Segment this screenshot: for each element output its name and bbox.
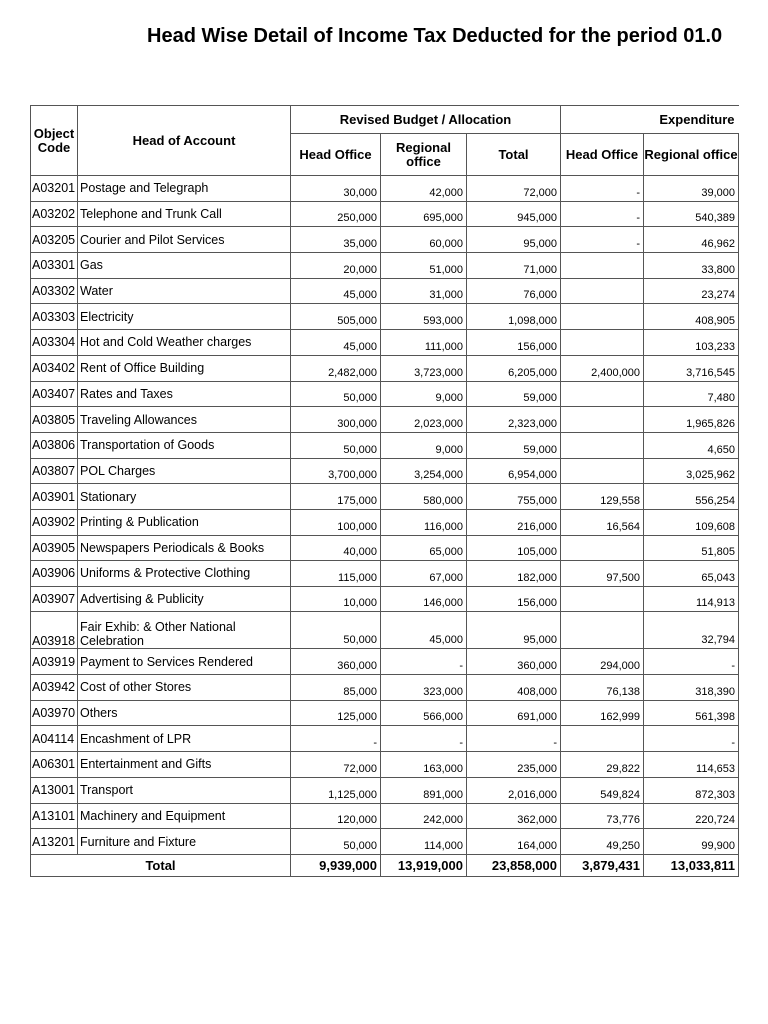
- table-row: [31, 407, 739, 433]
- expenditure-regional-office-cell: 32,794: [644, 612, 739, 649]
- expenditure-regional-office-cell: 561,398: [644, 700, 739, 726]
- budget-total-cell: 2,016,000: [467, 777, 561, 803]
- budget-total-cell: 216,000: [467, 509, 561, 535]
- object-code-cell: A03805: [31, 407, 78, 433]
- budget-regional-office-cell: 9,000: [381, 381, 467, 407]
- budget-head-office-cell: 85,000: [291, 675, 381, 701]
- budget-head-office-cell: 20,000: [291, 253, 381, 279]
- expenditure-header-label: Expenditure: [659, 111, 735, 127]
- budget-total-cell: 360,000: [467, 649, 561, 675]
- head-of-account-cell: Postage and Telegraph: [78, 176, 291, 202]
- budget-head-office-cell: 100,000: [291, 509, 381, 535]
- budget-total-cell: 72,000: [467, 176, 561, 202]
- expenditure-head-office-cell: -: [561, 201, 644, 227]
- budget-regional-office-cell: 42,000: [381, 176, 467, 202]
- budget-head-office-cell: -: [291, 726, 381, 752]
- table-row: [31, 381, 739, 407]
- head-of-account-cell: Machinery and Equipment: [78, 803, 291, 829]
- expenditure-regional-office-cell: 7,480: [644, 381, 739, 407]
- expenditure-head-office-cell: [561, 432, 644, 458]
- budget-head-office-cell: 3,700,000: [291, 458, 381, 484]
- totals-label: Total: [31, 854, 291, 876]
- budget-total-cell: 755,000: [467, 484, 561, 510]
- budget-regional-office-cell: 323,000: [381, 675, 467, 701]
- budget-head-office-cell: 505,000: [291, 304, 381, 330]
- revised-budget-header: Revised Budget / Allocation: [291, 106, 561, 134]
- budget-regional-office-cell: 163,000: [381, 752, 467, 778]
- budget-regional-office-cell: 51,000: [381, 253, 467, 279]
- expenditure-regional-office-cell: 4,650: [644, 432, 739, 458]
- budget-regional-office-cell: 566,000: [381, 700, 467, 726]
- expenditure-head-office-cell: 162,999: [561, 700, 644, 726]
- expenditure-head-office-cell: [561, 458, 644, 484]
- budget-head-office-cell: 40,000: [291, 535, 381, 561]
- total-regional-office: 13,919,000: [381, 854, 467, 876]
- table-part-1: [30, 175, 739, 561]
- budget-regional-office-header: Regional office: [381, 134, 467, 176]
- budget-regional-office-cell: 65,000: [381, 535, 467, 561]
- expenditure-head-office-cell: 73,776: [561, 803, 644, 829]
- head-of-account-cell: Fair Exhib: & Other National Celebration: [78, 612, 291, 649]
- budget-regional-office-cell: 695,000: [381, 201, 467, 227]
- expenditure-regional-office-cell: 51,805: [644, 535, 739, 561]
- object-code-cell: A03201: [31, 176, 78, 202]
- page-title: Head Wise Detail of Income Tax Deducted for the period 01.0: [147, 25, 723, 47]
- expenditure-regional-office-cell: -: [644, 649, 739, 675]
- object-code-cell: A03901: [31, 484, 78, 510]
- budget-regional-office-cell: 45,000: [381, 612, 467, 649]
- budget-regional-office-cell: 891,000: [381, 777, 467, 803]
- object-code-cell: A13201: [31, 829, 78, 855]
- budget-total-cell: 59,000: [467, 381, 561, 407]
- head-of-account-cell: Stationary: [78, 484, 291, 510]
- budget-total-cell: 182,000: [467, 561, 561, 587]
- total-expenditure-regional-office: 13,033,811: [644, 854, 739, 876]
- head-of-account-cell: Electricity: [78, 304, 291, 330]
- object-code-cell: A03806: [31, 432, 78, 458]
- object-code-cell: A03906: [31, 561, 78, 587]
- object-code-cell: A06301: [31, 752, 78, 778]
- expenditure-regional-office-cell: 408,905: [644, 304, 739, 330]
- head-of-account-cell: Cost of other Stores: [78, 675, 291, 701]
- expenditure-head-office-cell: 49,250: [561, 829, 644, 855]
- table-row: [31, 509, 739, 535]
- expenditure-head-office-cell: 29,822: [561, 752, 644, 778]
- object-code-cell: A13101: [31, 803, 78, 829]
- expenditure-head-office-header: Head Office: [561, 134, 644, 176]
- budget-total-cell: -: [467, 726, 561, 752]
- table-row: [31, 675, 739, 701]
- budget-head-office-cell: 50,000: [291, 612, 381, 649]
- budget-head-office-cell: 360,000: [291, 649, 381, 675]
- table-row: [31, 829, 739, 855]
- table-row: [31, 304, 739, 330]
- expenditure-regional-office-cell: 109,608: [644, 509, 739, 535]
- table-row: [31, 803, 739, 829]
- budget-head-office-cell: 175,000: [291, 484, 381, 510]
- budget-total-cell: 164,000: [467, 829, 561, 855]
- expenditure-regional-office-cell: 872,303: [644, 777, 739, 803]
- table-row: [31, 253, 739, 279]
- table-row: [31, 649, 739, 675]
- total-total: 23,858,000: [467, 854, 561, 876]
- total-expenditure-head-office: 3,879,431: [561, 854, 644, 876]
- expenditure-regional-office-cell: 103,233: [644, 330, 739, 356]
- object-code-cell: A03301: [31, 253, 78, 279]
- expenditure-regional-office-cell: 220,724: [644, 803, 739, 829]
- table-row: [31, 700, 739, 726]
- budget-head-office-cell: 45,000: [291, 278, 381, 304]
- table-part-2: [30, 560, 739, 877]
- budget-head-office-cell: 72,000: [291, 752, 381, 778]
- expenditure-head-office-cell: [561, 612, 644, 649]
- expenditure-head-office-cell: [561, 586, 644, 612]
- budget-head-office-cell: 2,482,000: [291, 355, 381, 381]
- table-row: [31, 561, 739, 587]
- object-code-cell: A03970: [31, 700, 78, 726]
- table-row: [31, 432, 739, 458]
- object-code-cell: A03919: [31, 649, 78, 675]
- object-code-cell: A03918: [31, 612, 78, 649]
- budget-regional-office-cell: 3,254,000: [381, 458, 467, 484]
- expenditure-head-office-cell: 294,000: [561, 649, 644, 675]
- head-of-account-cell: Rates and Taxes: [78, 381, 291, 407]
- expenditure-head-office-cell: 97,500: [561, 561, 644, 587]
- budget-head-office-cell: 50,000: [291, 829, 381, 855]
- budget-head-office-cell: 1,125,000: [291, 777, 381, 803]
- expenditure-regional-office-cell: 99,900: [644, 829, 739, 855]
- expenditure-head-office-cell: [561, 726, 644, 752]
- table-row: [31, 484, 739, 510]
- expenditure-head-office-cell: 2,400,000: [561, 355, 644, 381]
- expenditure-head-office-cell: [561, 278, 644, 304]
- head-of-account-cell: POL Charges: [78, 458, 291, 484]
- object-code-cell: A03807: [31, 458, 78, 484]
- object-code-cell: A03907: [31, 586, 78, 612]
- expenditure-regional-office-cell: 556,254: [644, 484, 739, 510]
- budget-regional-office-cell: 67,000: [381, 561, 467, 587]
- budget-head-office-cell: 50,000: [291, 432, 381, 458]
- expenditure-head-office-cell: 549,824: [561, 777, 644, 803]
- table-header: [30, 105, 739, 176]
- budget-regional-office-cell: 60,000: [381, 227, 467, 253]
- budget-total-cell: 2,323,000: [467, 407, 561, 433]
- budget-head-office-cell: 35,000: [291, 227, 381, 253]
- expenditure-head-office-cell: [561, 330, 644, 356]
- object-code-cell: A03303: [31, 304, 78, 330]
- head-of-account-cell: Courier and Pilot Services: [78, 227, 291, 253]
- table-row: [31, 777, 739, 803]
- expenditure-regional-office-cell: 33,800: [644, 253, 739, 279]
- budget-regional-office-cell: -: [381, 649, 467, 675]
- expenditure-head-office-cell: [561, 304, 644, 330]
- expenditure-regional-office-cell: 3,716,545: [644, 355, 739, 381]
- object-code-cell: A13001: [31, 777, 78, 803]
- expenditure-regional-office-cell: 1,965,826: [644, 407, 739, 433]
- budget-total-cell: 59,000: [467, 432, 561, 458]
- head-of-account-cell: Furniture and Fixture: [78, 829, 291, 855]
- budget-head-office-cell: 300,000: [291, 407, 381, 433]
- budget-regional-office-cell: 2,023,000: [381, 407, 467, 433]
- budget-total-cell: 6,205,000: [467, 355, 561, 381]
- head-of-account-cell: Telephone and Trunk Call: [78, 201, 291, 227]
- head-of-account-cell: Uniforms & Protective Clothing: [78, 561, 291, 587]
- expenditure-regional-office-cell: 318,390: [644, 675, 739, 701]
- expenditure-regional-office-cell: 114,913: [644, 586, 739, 612]
- object-code-cell: A03302: [31, 278, 78, 304]
- head-of-account-cell: Water: [78, 278, 291, 304]
- table-row: [31, 278, 739, 304]
- expenditure-head-office-cell: -: [561, 227, 644, 253]
- budget-head-office-cell: 125,000: [291, 700, 381, 726]
- budget-total-header: Total: [467, 134, 561, 176]
- expenditure-head-office-cell: 129,558: [561, 484, 644, 510]
- expenditure-regional-office-cell: -: [644, 726, 739, 752]
- expenditure-head-office-cell: 76,138: [561, 675, 644, 701]
- budget-head-office-cell: 50,000: [291, 381, 381, 407]
- table-row: [31, 612, 739, 649]
- table-row: [31, 201, 739, 227]
- head-of-account-cell: Printing & Publication: [78, 509, 291, 535]
- expenditure-head-office-cell: [561, 381, 644, 407]
- head-of-account-cell: Others: [78, 700, 291, 726]
- expenditure-header: [561, 106, 739, 134]
- head-of-account-cell: Hot and Cold Weather charges: [78, 330, 291, 356]
- expenditure-regional-office-cell: 3,025,962: [644, 458, 739, 484]
- budget-total-cell: 105,000: [467, 535, 561, 561]
- head-of-account-cell: Newspapers Periodicals & Books: [78, 535, 291, 561]
- budget-total-cell: 235,000: [467, 752, 561, 778]
- budget-regional-office-cell: 593,000: [381, 304, 467, 330]
- expenditure-head-office-cell: 16,564: [561, 509, 644, 535]
- budget-regional-office-cell: 242,000: [381, 803, 467, 829]
- table-row: [31, 586, 739, 612]
- head-of-account-cell: Entertainment and Gifts: [78, 752, 291, 778]
- budget-total-cell: 362,000: [467, 803, 561, 829]
- budget-total-cell: 6,954,000: [467, 458, 561, 484]
- budget-regional-office-cell: 111,000: [381, 330, 467, 356]
- expenditure-regional-office-cell: 540,389: [644, 201, 739, 227]
- expenditure-regional-office-cell: 39,000: [644, 176, 739, 202]
- budget-total-cell: 945,000: [467, 201, 561, 227]
- budget-head-office-cell: 120,000: [291, 803, 381, 829]
- expenditure-head-office-cell: [561, 407, 644, 433]
- table-row: [31, 355, 739, 381]
- budget-head-office-cell: 30,000: [291, 176, 381, 202]
- budget-total-cell: 156,000: [467, 330, 561, 356]
- budget-head-office-cell: 250,000: [291, 201, 381, 227]
- budget-regional-office-cell: 3,723,000: [381, 355, 467, 381]
- object-code-cell: A03205: [31, 227, 78, 253]
- object-code-cell: A03402: [31, 355, 78, 381]
- expenditure-regional-office-cell: 23,274: [644, 278, 739, 304]
- object-code-cell: A03304: [31, 330, 78, 356]
- budget-total-cell: 95,000: [467, 612, 561, 649]
- head-of-account-cell: Gas: [78, 253, 291, 279]
- object-code-cell: A03942: [31, 675, 78, 701]
- expenditure-regional-office-cell: 46,962: [644, 227, 739, 253]
- budget-regional-office-cell: 114,000: [381, 829, 467, 855]
- head-of-account-header: Head of Account: [78, 106, 291, 176]
- table-row: [31, 458, 739, 484]
- table-row: [31, 330, 739, 356]
- table-row: [31, 176, 739, 202]
- expenditure-head-office-cell: -: [561, 176, 644, 202]
- budget-total-cell: 691,000: [467, 700, 561, 726]
- object-code-cell: A03407: [31, 381, 78, 407]
- budget-head-office-cell: 10,000: [291, 586, 381, 612]
- object-code-cell: A03202: [31, 201, 78, 227]
- expenditure-regional-office-header: Regional office: [644, 134, 739, 176]
- head-of-account-cell: Encashment of LPR: [78, 726, 291, 752]
- table-row: [31, 752, 739, 778]
- budget-total-cell: 76,000: [467, 278, 561, 304]
- budget-regional-office-cell: 580,000: [381, 484, 467, 510]
- budget-total-cell: 95,000: [467, 227, 561, 253]
- head-of-account-cell: Payment to Services Rendered: [78, 649, 291, 675]
- budget-regional-office-cell: 116,000: [381, 509, 467, 535]
- totals-row: [31, 854, 739, 876]
- total-head-office: 9,939,000: [291, 854, 381, 876]
- head-of-account-cell: Transportation of Goods: [78, 432, 291, 458]
- expenditure-regional-office-cell: 114,653: [644, 752, 739, 778]
- budget-total-cell: 1,098,000: [467, 304, 561, 330]
- head-of-account-cell: Rent of Office Building: [78, 355, 291, 381]
- table-row: [31, 227, 739, 253]
- expenditure-head-office-cell: [561, 253, 644, 279]
- head-of-account-cell: Traveling Allowances: [78, 407, 291, 433]
- budget-regional-office-cell: -: [381, 726, 467, 752]
- object-code-cell: A03905: [31, 535, 78, 561]
- budget-regional-office-cell: 31,000: [381, 278, 467, 304]
- budget-regional-office-cell: 9,000: [381, 432, 467, 458]
- budget-total-cell: 71,000: [467, 253, 561, 279]
- object-code-header: Object Code: [31, 106, 78, 176]
- table-row: [31, 535, 739, 561]
- head-of-account-cell: Transport: [78, 777, 291, 803]
- head-of-account-cell: Advertising & Publicity: [78, 586, 291, 612]
- budget-head-office-header: Head Office: [291, 134, 381, 176]
- budget-head-office-cell: 45,000: [291, 330, 381, 356]
- expenditure-regional-office-cell: 65,043: [644, 561, 739, 587]
- budget-total-cell: 156,000: [467, 586, 561, 612]
- budget-regional-office-cell: 146,000: [381, 586, 467, 612]
- object-code-cell: A03902: [31, 509, 78, 535]
- expenditure-head-office-cell: [561, 535, 644, 561]
- budget-total-cell: 408,000: [467, 675, 561, 701]
- object-code-cell: A04114: [31, 726, 78, 752]
- budget-head-office-cell: 115,000: [291, 561, 381, 587]
- table-row: [31, 726, 739, 752]
